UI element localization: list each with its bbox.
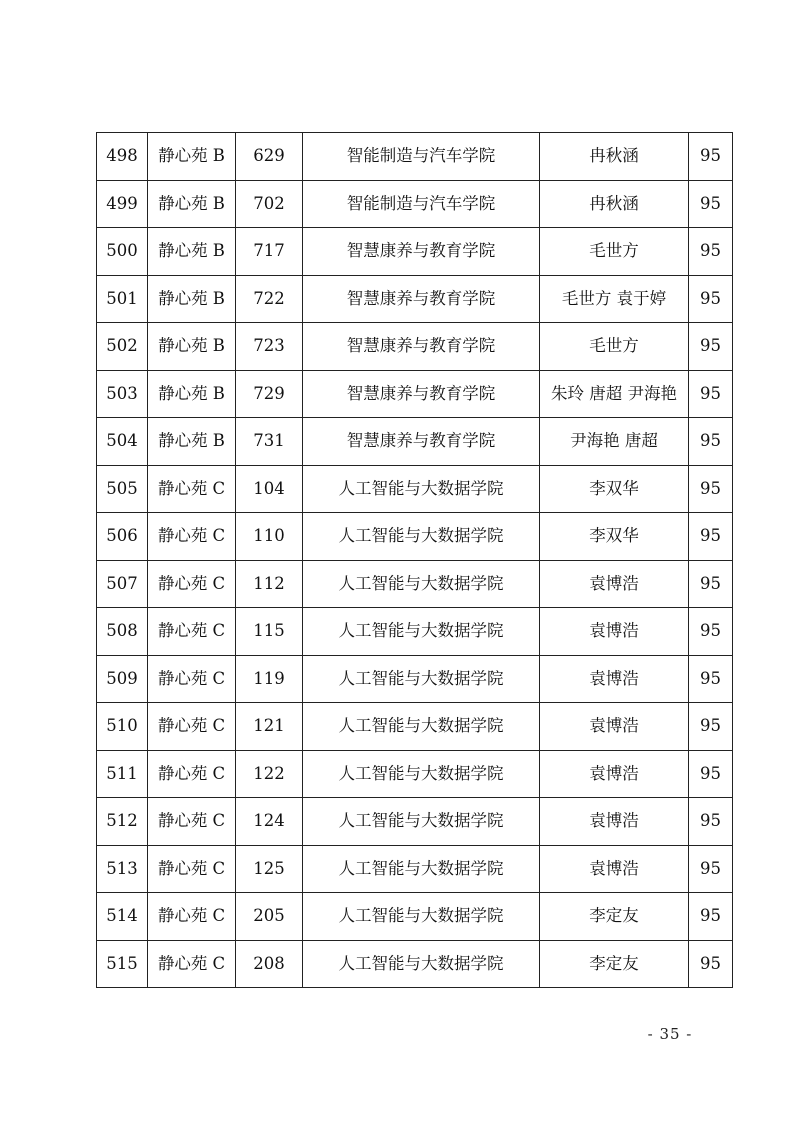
cell-room-number: 121 [236, 703, 303, 751]
cell-college: 人工智能与大数据学院 [303, 798, 540, 846]
cell-serial-number: 504 [97, 418, 148, 466]
cell-score: 95 [689, 180, 733, 228]
cell-manager: 朱玲 唐超 尹海艳 [540, 370, 689, 418]
cell-score: 95 [689, 750, 733, 798]
table-row [97, 465, 733, 513]
cell-manager: 袁博浩 [540, 750, 689, 798]
table-row [97, 703, 733, 751]
cell-serial-number: 508 [97, 608, 148, 656]
cell-score: 95 [689, 228, 733, 276]
page-number: - 35 - [647, 1025, 693, 1043]
cell-manager: 袁博浩 [540, 845, 689, 893]
table-row [97, 323, 733, 371]
cell-score: 95 [689, 513, 733, 561]
cell-college: 智能制造与汽车学院 [303, 133, 540, 181]
cell-college: 人工智能与大数据学院 [303, 703, 540, 751]
cell-manager: 李定友 [540, 893, 689, 941]
cell-score: 95 [689, 893, 733, 941]
cell-building: 静心苑 C [148, 513, 236, 561]
cell-college: 人工智能与大数据学院 [303, 893, 540, 941]
table-row [97, 418, 733, 466]
cell-serial-number: 512 [97, 798, 148, 846]
cell-manager: 李双华 [540, 513, 689, 561]
cell-serial-number: 503 [97, 370, 148, 418]
cell-serial-number: 507 [97, 560, 148, 608]
cell-score: 95 [689, 275, 733, 323]
table-row [97, 845, 733, 893]
table-row [97, 750, 733, 798]
cell-room-number: 110 [236, 513, 303, 561]
cell-room-number: 717 [236, 228, 303, 276]
cell-serial-number: 514 [97, 893, 148, 941]
cell-room-number: 124 [236, 798, 303, 846]
cell-college: 人工智能与大数据学院 [303, 513, 540, 561]
cell-college: 智慧康养与教育学院 [303, 370, 540, 418]
cell-serial-number: 509 [97, 655, 148, 703]
cell-serial-number: 499 [97, 180, 148, 228]
cell-college: 智能制造与汽车学院 [303, 180, 540, 228]
cell-room-number: 702 [236, 180, 303, 228]
cell-room-number: 723 [236, 323, 303, 371]
cell-building: 静心苑 B [148, 418, 236, 466]
cell-serial-number: 506 [97, 513, 148, 561]
table-row [97, 560, 733, 608]
cell-building: 静心苑 C [148, 560, 236, 608]
cell-building: 静心苑 C [148, 940, 236, 988]
cell-room-number: 112 [236, 560, 303, 608]
table-row [97, 940, 733, 988]
cell-building: 静心苑 B [148, 180, 236, 228]
cell-college: 人工智能与大数据学院 [303, 655, 540, 703]
cell-building: 静心苑 B [148, 370, 236, 418]
cell-manager: 袁博浩 [540, 655, 689, 703]
cell-building: 静心苑 C [148, 465, 236, 513]
cell-manager: 冉秋涵 [540, 180, 689, 228]
cell-college: 智慧康养与教育学院 [303, 275, 540, 323]
table-row [97, 228, 733, 276]
cell-manager: 袁博浩 [540, 608, 689, 656]
table-row [97, 275, 733, 323]
cell-serial-number: 513 [97, 845, 148, 893]
cell-score: 95 [689, 608, 733, 656]
cell-college: 人工智能与大数据学院 [303, 750, 540, 798]
cell-building: 静心苑 B [148, 323, 236, 371]
cell-manager: 袁博浩 [540, 703, 689, 751]
cell-building: 静心苑 C [148, 893, 236, 941]
table-row [97, 655, 733, 703]
cell-building: 静心苑 C [148, 750, 236, 798]
cell-building: 静心苑 B [148, 228, 236, 276]
cell-score: 95 [689, 370, 733, 418]
cell-manager: 袁博浩 [540, 798, 689, 846]
cell-college: 人工智能与大数据学院 [303, 560, 540, 608]
cell-room-number: 115 [236, 608, 303, 656]
cell-score: 95 [689, 560, 733, 608]
cell-serial-number: 505 [97, 465, 148, 513]
cell-building: 静心苑 C [148, 608, 236, 656]
cell-building: 静心苑 B [148, 275, 236, 323]
cell-manager: 毛世方 袁于婷 [540, 275, 689, 323]
cell-manager: 毛世方 [540, 323, 689, 371]
cell-manager: 尹海艳 唐超 [540, 418, 689, 466]
cell-room-number: 729 [236, 370, 303, 418]
cell-score: 95 [689, 465, 733, 513]
cell-score: 95 [689, 940, 733, 988]
cell-room-number: 722 [236, 275, 303, 323]
cell-score: 95 [689, 418, 733, 466]
table-row [97, 370, 733, 418]
cell-college: 智慧康养与教育学院 [303, 323, 540, 371]
cell-college: 人工智能与大数据学院 [303, 608, 540, 656]
cell-room-number: 208 [236, 940, 303, 988]
cell-college: 智慧康养与教育学院 [303, 418, 540, 466]
cell-serial-number: 511 [97, 750, 148, 798]
cell-manager: 李双华 [540, 465, 689, 513]
cell-building: 静心苑 C [148, 798, 236, 846]
table-row [97, 893, 733, 941]
table-row [97, 513, 733, 561]
cell-manager: 冉秋涵 [540, 133, 689, 181]
cell-room-number: 119 [236, 655, 303, 703]
cell-score: 95 [689, 798, 733, 846]
dormitory-score-table [96, 132, 733, 988]
cell-serial-number: 502 [97, 323, 148, 371]
table-row [97, 133, 733, 181]
cell-building: 静心苑 B [148, 133, 236, 181]
cell-manager: 毛世方 [540, 228, 689, 276]
cell-serial-number: 501 [97, 275, 148, 323]
cell-college: 人工智能与大数据学院 [303, 465, 540, 513]
cell-score: 95 [689, 133, 733, 181]
cell-room-number: 205 [236, 893, 303, 941]
table-row [97, 798, 733, 846]
table-row [97, 180, 733, 228]
cell-manager: 袁博浩 [540, 560, 689, 608]
cell-serial-number: 515 [97, 940, 148, 988]
cell-room-number: 731 [236, 418, 303, 466]
cell-serial-number: 510 [97, 703, 148, 751]
cell-serial-number: 500 [97, 228, 148, 276]
cell-serial-number: 498 [97, 133, 148, 181]
table-body [97, 133, 733, 988]
cell-college: 人工智能与大数据学院 [303, 940, 540, 988]
cell-college: 人工智能与大数据学院 [303, 845, 540, 893]
cell-score: 95 [689, 703, 733, 751]
cell-score: 95 [689, 655, 733, 703]
cell-room-number: 122 [236, 750, 303, 798]
cell-room-number: 629 [236, 133, 303, 181]
cell-score: 95 [689, 323, 733, 371]
cell-room-number: 104 [236, 465, 303, 513]
cell-manager: 李定友 [540, 940, 689, 988]
cell-building: 静心苑 C [148, 845, 236, 893]
cell-building: 静心苑 C [148, 655, 236, 703]
cell-college: 智慧康养与教育学院 [303, 228, 540, 276]
table-row [97, 608, 733, 656]
cell-score: 95 [689, 845, 733, 893]
cell-building: 静心苑 C [148, 703, 236, 751]
cell-room-number: 125 [236, 845, 303, 893]
